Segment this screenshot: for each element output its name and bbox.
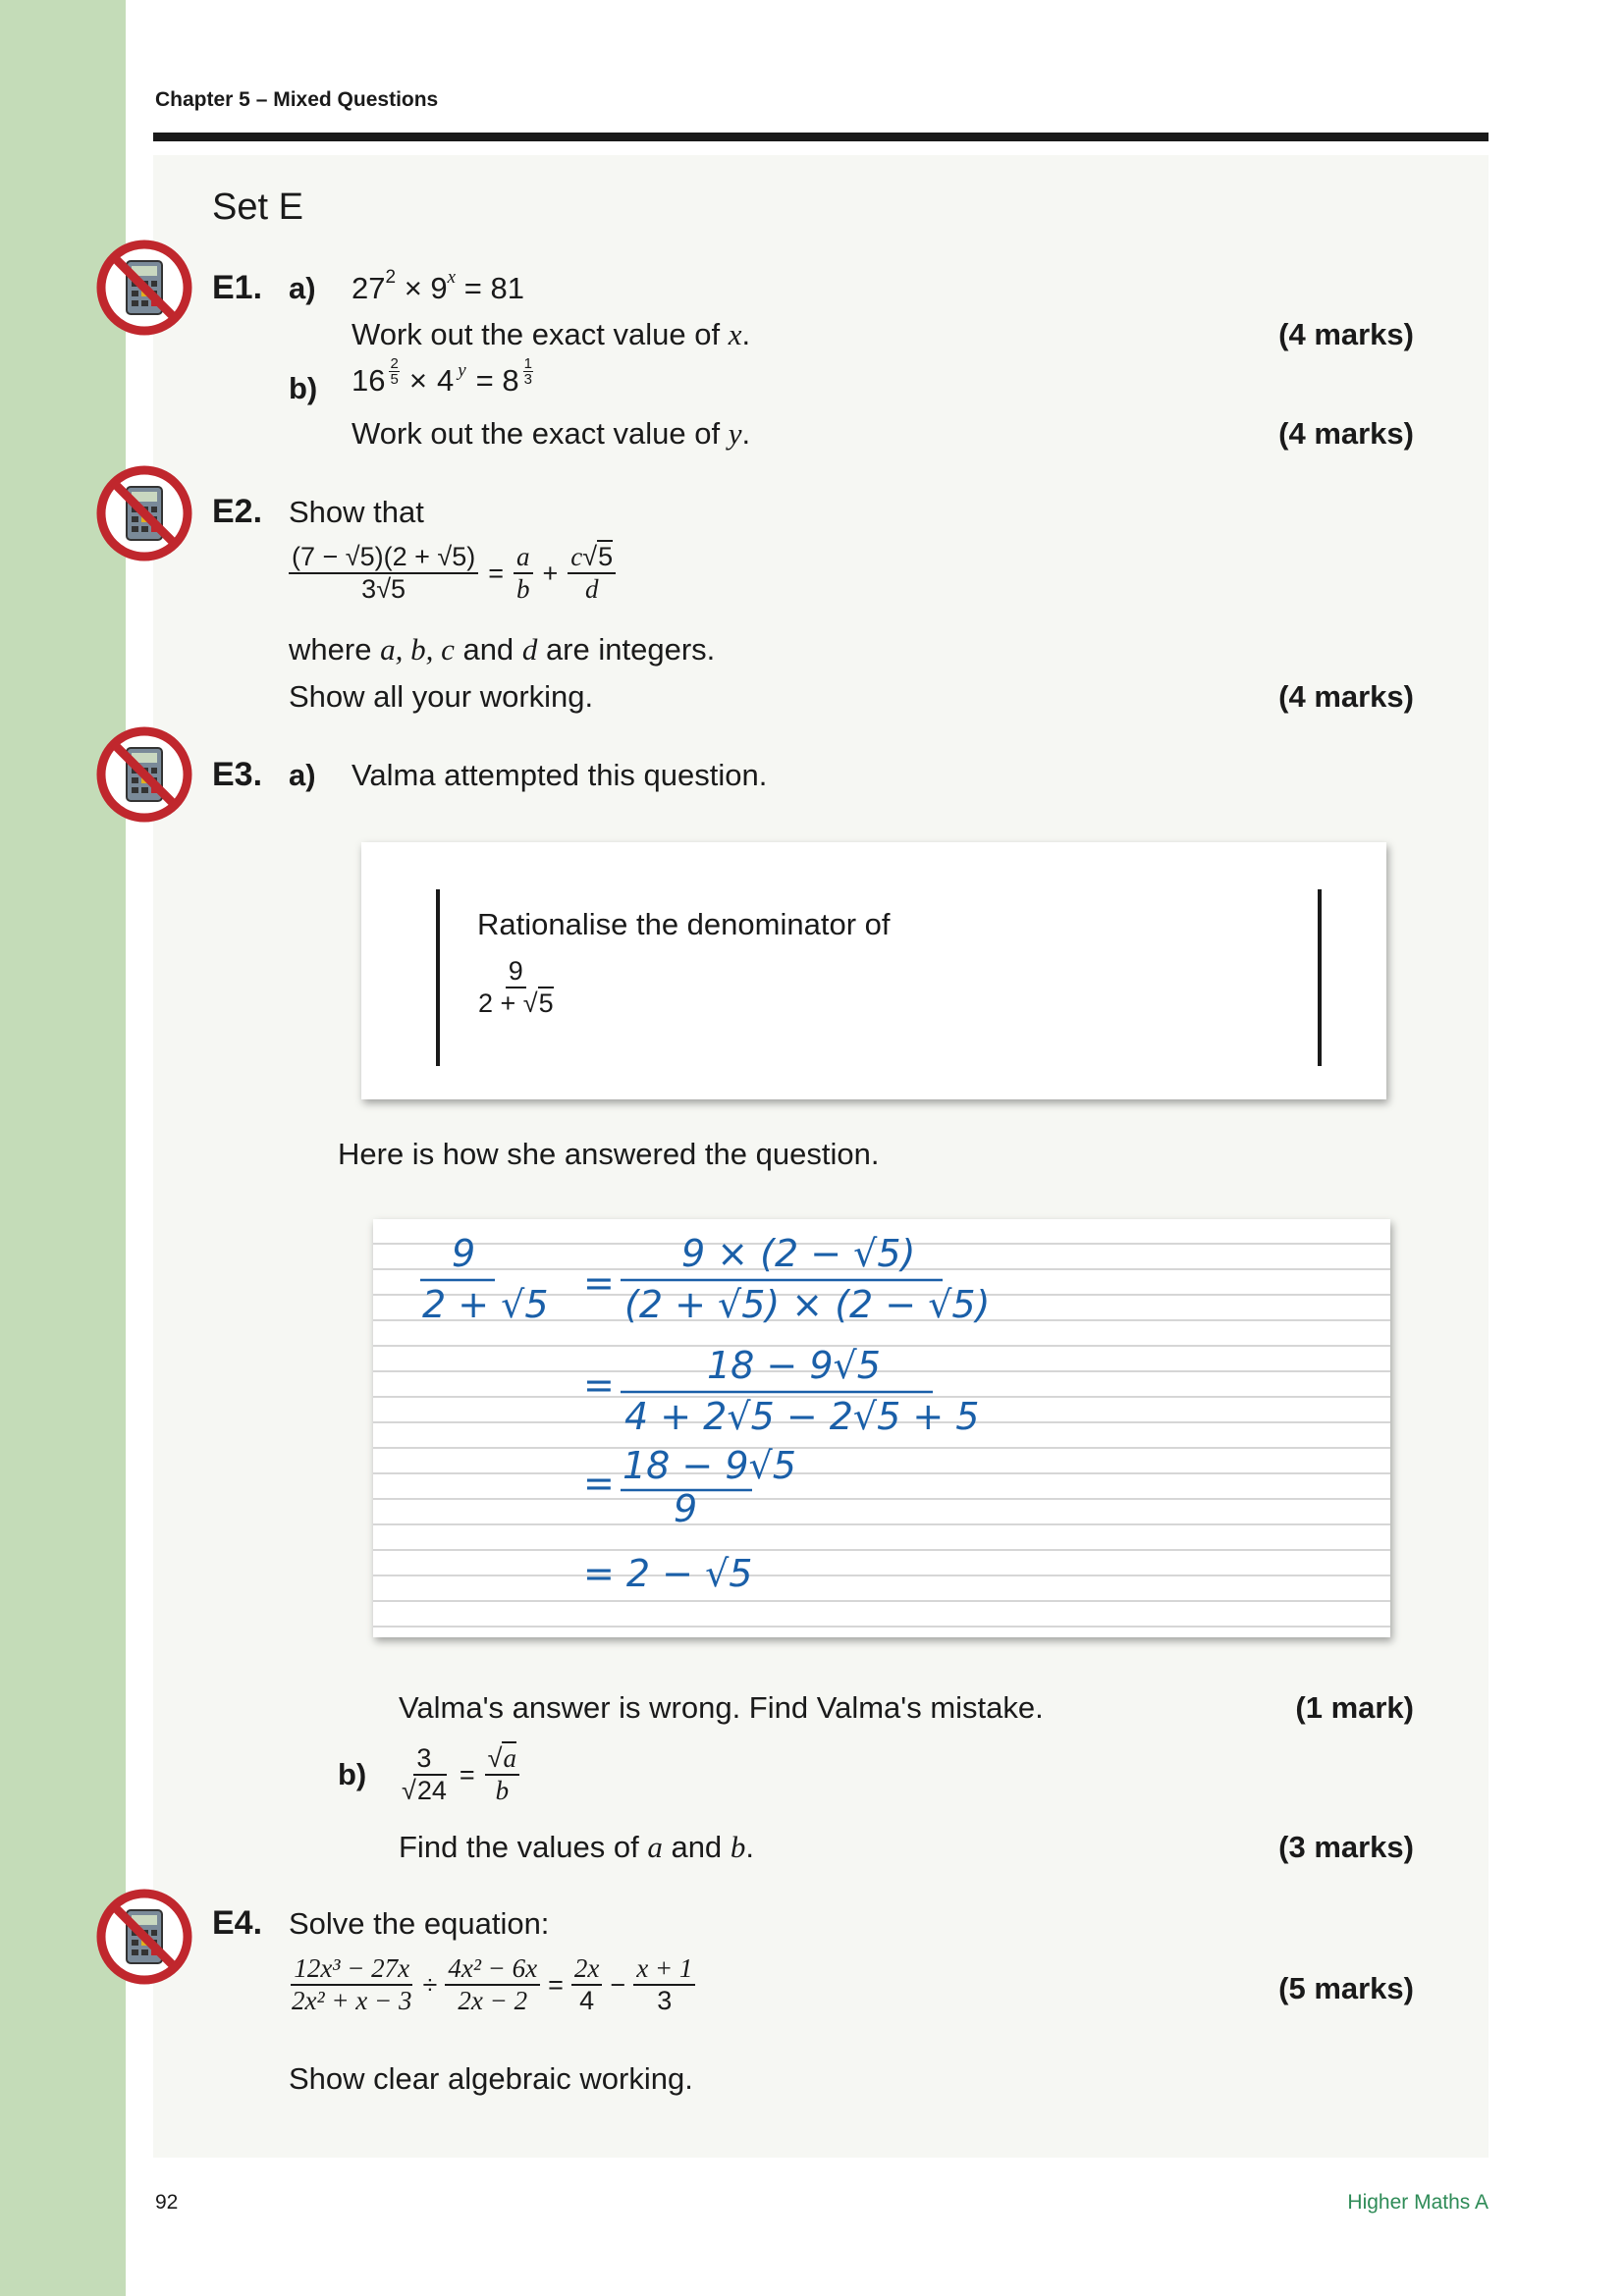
fraction-a-over-b [514, 542, 533, 605]
e3-part-a-label: a) [289, 758, 316, 792]
right-hand-side: = 81 [463, 271, 524, 305]
header-rule [153, 133, 1489, 141]
e3-answer-intro: Here is how she answered the question. [338, 1137, 880, 1171]
exponent-fraction [389, 356, 399, 387]
denominator: 5 [390, 370, 399, 388]
e1-b-equation [352, 354, 533, 399]
hw-eq1: = [583, 1261, 615, 1305]
variable-a: a [647, 1830, 663, 1864]
base: 4 [436, 363, 455, 398]
book-title: Higher Maths A [1347, 2191, 1489, 2214]
marks-e3-a: (1 mark) [1295, 1690, 1414, 1725]
variable-b: b [730, 1830, 746, 1864]
period: . [741, 317, 751, 351]
prompt-text: Find the values of [399, 1830, 639, 1864]
hw-line2-num: 18 − 9√5 [707, 1344, 881, 1387]
base: 16 [352, 363, 386, 398]
handwritten-answer-sheet [373, 1219, 1390, 1637]
e2-where-line [289, 632, 715, 667]
e2-equation [289, 542, 616, 605]
denominator: 3√5 [361, 574, 406, 605]
denominator: 3 [657, 1986, 673, 2016]
prompt-text: Work out the exact value of [352, 317, 721, 351]
e1-a-equation [352, 267, 524, 306]
denominator: b [495, 1776, 510, 1806]
fraction-c-root5-over-d: $\frac{c√5}{d}$ [568, 542, 616, 605]
question-number-e1: E1. [212, 269, 263, 306]
numerator: 2x [571, 1953, 602, 1986]
denominator: 3 [523, 370, 532, 388]
hw-line1-rnum: 9 × (2 − √5) [681, 1232, 916, 1275]
radicand: 5 [538, 988, 554, 1019]
left-fraction [289, 542, 478, 605]
page-number: 92 [155, 2191, 179, 2214]
e3-b-equation [399, 1743, 519, 1806]
exponent-variable: x [447, 267, 457, 288]
denominator: b [516, 574, 530, 605]
hw-line1-den: 2 + √5 [422, 1283, 549, 1326]
e1-part-a-label: a) [289, 271, 316, 305]
variables: a, b, c [380, 632, 455, 667]
handwriting [373, 1219, 1390, 1637]
chapter-header: Chapter 5 – Mixed Questions [155, 88, 439, 111]
hw-line1-num: 9 [452, 1232, 476, 1275]
hw-line2-den: 4 + 2√5 − 2√5 + 5 [624, 1395, 980, 1438]
numerator: 12x³ − 27x [291, 1953, 412, 1986]
times-sign: × [404, 271, 422, 305]
where-text: where [289, 632, 372, 667]
fraction-3 [571, 1953, 602, 2016]
e2-intro: Show that [289, 495, 424, 529]
card-fraction [475, 956, 557, 1019]
numerator: 2 [390, 354, 399, 372]
equals-sign: = [459, 1759, 475, 1789]
denominator: 4 [579, 1986, 595, 2016]
equals-base: = 8 [475, 363, 519, 398]
numerator: (7 − √5)(2 + √5) [289, 542, 478, 574]
marks-e1-a: (4 marks) [1278, 317, 1414, 351]
denominator-prefix: 2 + √ [478, 988, 538, 1019]
e3-part-b-label: b) [338, 1757, 367, 1791]
e4-equation [289, 1953, 695, 2016]
radicand: a [503, 1743, 516, 1773]
times-sign: × [408, 363, 427, 398]
numerator: x + 1 [633, 1953, 695, 1986]
equals-sign: = [488, 558, 504, 588]
and-text: and [462, 632, 514, 667]
numerator: 3 [413, 1743, 434, 1776]
fraction [475, 956, 557, 1019]
exponent-fraction [523, 356, 533, 387]
set-title: Set E [212, 187, 303, 228]
e3-b-prompt [399, 1830, 754, 1865]
no-calculator-icon [94, 463, 194, 563]
torn-question-card [361, 842, 1386, 1099]
and-text: and [671, 1830, 723, 1864]
minus-sign: − [610, 1969, 626, 2000]
e1-b-prompt [352, 416, 750, 452]
right-fraction: $\frac{√a}{b}$ [485, 1743, 519, 1806]
tail-text: are integers. [545, 632, 716, 667]
numerator: 9 [506, 956, 526, 988]
exponent-variable: y [458, 360, 466, 381]
exponent: 2 [385, 267, 397, 288]
fraction-4 [633, 1953, 695, 2016]
e1-a-prompt [352, 317, 750, 352]
hw-eq3: = [583, 1462, 615, 1505]
fraction-2 [445, 1953, 540, 2016]
e4-intro: Solve the equation: [289, 1906, 550, 1941]
radicand: 5 [598, 542, 614, 571]
divide-sign: ÷ [422, 1969, 438, 2000]
e1-part-b-label: b) [289, 371, 318, 405]
hw-line3-den: 9 [674, 1487, 698, 1530]
base: 9 [430, 271, 448, 305]
no-calculator-icon [94, 238, 194, 338]
numerator: a [514, 542, 533, 574]
hw-line3-num: 18 − 9√5 [623, 1444, 796, 1487]
denominator: 2x − 2 [458, 1986, 528, 2016]
marks-e3-b: (3 marks) [1278, 1830, 1414, 1864]
hw-line4: = 2 − √5 [583, 1552, 753, 1595]
marks-e2: (4 marks) [1278, 679, 1414, 714]
numerator: 1 [523, 354, 532, 372]
numerator: 4x² − 6x [445, 1953, 540, 1986]
radicand: 24 [416, 1776, 447, 1806]
e3-a-intro: Valma attempted this question. [352, 758, 768, 792]
card-left-bar [436, 889, 440, 1066]
question-number-e4: E4. [212, 1904, 263, 1942]
no-calculator-icon [94, 1887, 194, 1987]
variable-d: d [521, 632, 538, 667]
fraction-1 [289, 1953, 415, 2016]
plus-sign: + [542, 558, 559, 588]
variable: y [728, 416, 742, 451]
denominator: d [584, 574, 599, 605]
no-calculator-icon [94, 724, 194, 825]
period: . [741, 416, 751, 451]
question-number-e2: E2. [212, 493, 263, 530]
equals-sign: = [548, 1969, 564, 2000]
hw-eq2: = [583, 1363, 615, 1407]
e2-working: Show all your working. [289, 679, 594, 714]
marks-e4: (5 marks) [1278, 1971, 1414, 2005]
variable-c: c [570, 542, 583, 571]
left-fraction: $\frac{3}{√24}$ [402, 1743, 447, 1806]
e3-a-wrong: Valma's answer is wrong. Find Valma's mistake. [399, 1690, 1044, 1725]
question-number-e3: E3. [212, 756, 263, 793]
hw-line1-rden: (2 + √5) × (2 − √5) [624, 1283, 991, 1326]
denominator: 2x² + x − 3 [292, 1986, 412, 2016]
variable: x [728, 317, 742, 351]
marks-e1-b: (4 marks) [1278, 416, 1414, 451]
card-instruction: Rationalise the denominator of [477, 907, 891, 941]
e4-working: Show clear algebraic working. [289, 2061, 693, 2096]
prompt-text: Work out the exact value of [352, 416, 721, 451]
period: . [745, 1830, 754, 1864]
card-right-bar [1318, 889, 1322, 1066]
base: 27 [352, 271, 386, 305]
